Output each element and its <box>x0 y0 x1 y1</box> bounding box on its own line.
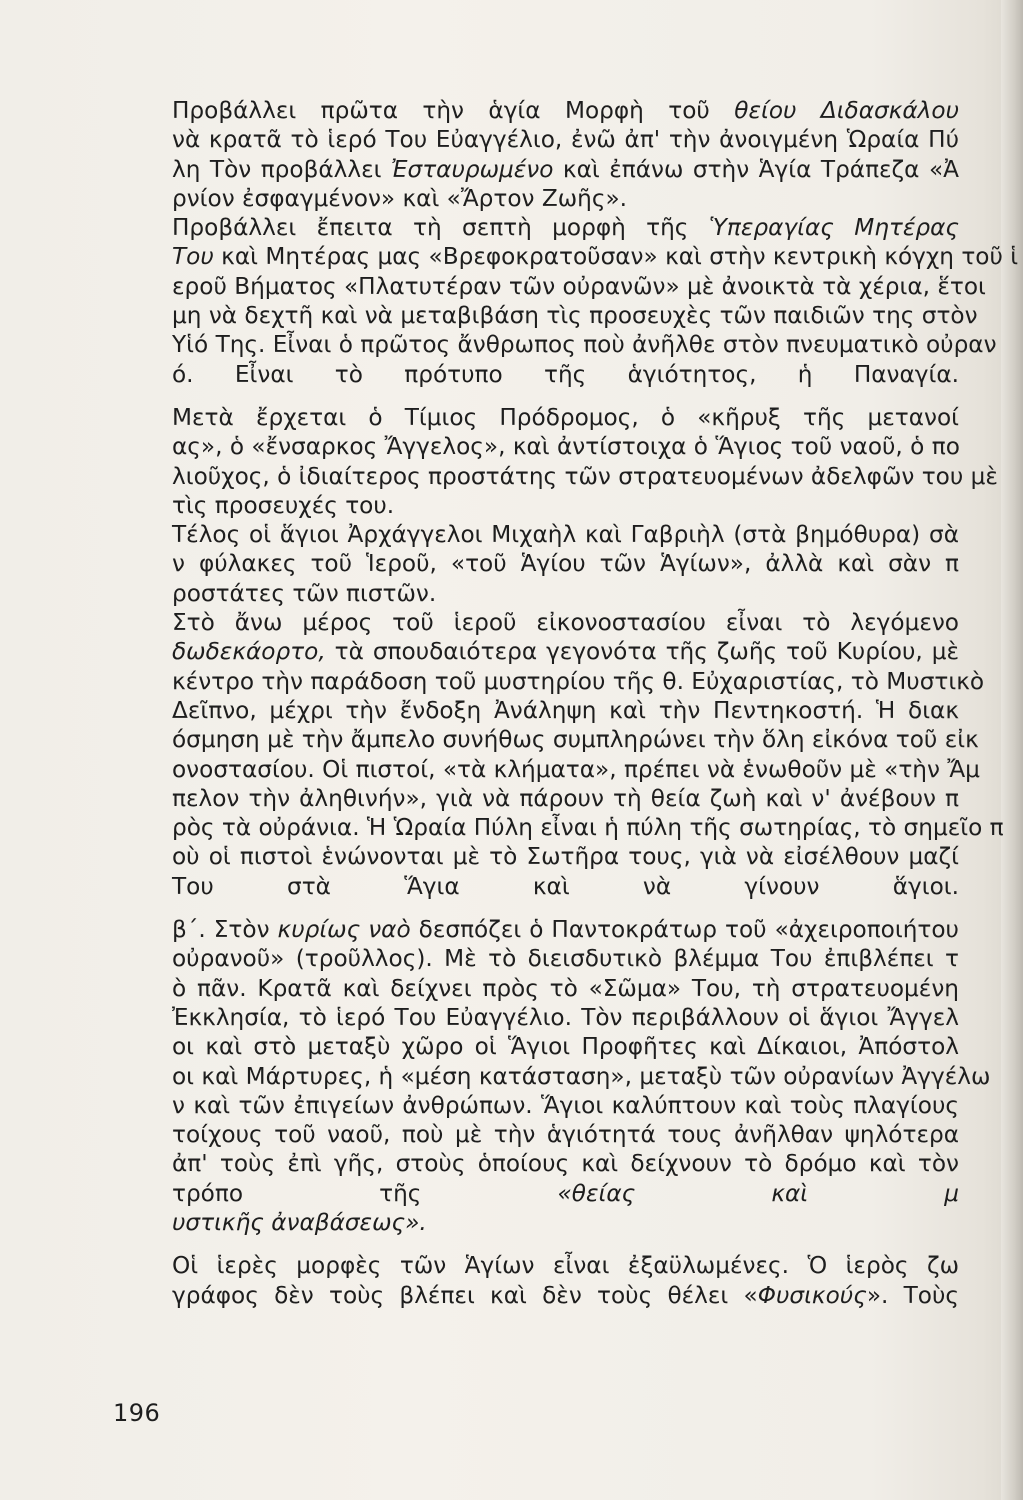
line-text: τοίχους τοῦ ναοῦ, ποὺ μὲ τὴν ἁγιότητά τους ἀνῆλθαν ψηλότερα <box>172 1121 959 1149</box>
line-text: ». Τοὺς <box>866 1281 959 1309</box>
text-line <box>116 944 959 973</box>
text-line <box>116 725 979 754</box>
paragraph-7 <box>116 1251 959 1310</box>
text-line <box>116 360 959 389</box>
line-text: γράφος δὲν τοὺς βλέπει καὶ δὲν τοὺς θέλει « <box>172 1281 758 1309</box>
text-line <box>116 1032 959 1061</box>
italic-term: υστικῆς ἀναβάσεως». <box>172 1208 427 1236</box>
line-text: νὰ κρατᾶ τὸ ἱερό Του Εὐαγγέλιο, ἐνῶ ἀπ' τὴν ἀνοιγμένη Ὡραία Πύ <box>172 126 959 154</box>
line-text: λη Τὸν προβάλλει <box>172 155 392 183</box>
text-line <box>116 520 959 549</box>
paragraph-3 <box>116 403 998 520</box>
text-line <box>116 755 980 784</box>
text-line <box>116 1251 959 1280</box>
text-line <box>116 813 1004 842</box>
text-line <box>116 1091 959 1120</box>
page-edge-shadow <box>1001 0 1023 1500</box>
line-text: Οἱ ἱερὲς μορφὲς τῶν Ἁγίων εἶναι ἐξαϋλωμένες. Ὁ ἱερὸς ζω <box>172 1252 959 1280</box>
body-text <box>116 96 1019 1310</box>
text-line <box>116 1062 991 1091</box>
text-line: Στὸ ἄνω μέρος τοῦ ἱεροῦ εἰκονοστασίου εἶναι τὸ λεγόμενο <box>172 609 959 637</box>
line-text: δεσπόζει ὁ Παντοκράτωρ τοῦ «ἀχειροποιήτου <box>410 916 959 944</box>
text-line <box>116 974 959 1003</box>
line-text: καὶ ἐπάνω στὴν Ἁγία Τράπεζα «Ἀ <box>553 155 960 183</box>
line-text: όσμηση μὲ τὴν ἄμπελο συνήθως συμπληρώνει τὴν ὅλη εἰκόνα τοῦ εἰκ <box>172 726 979 754</box>
text-line <box>116 1003 959 1032</box>
line-text: ρὸς τὰ οὐράνια. Ἡ Ὡραία Πύλη εἶναι ἡ πύλη τῆς σωτηρίας, τὸ σημεῖο π <box>172 814 1004 842</box>
text-line <box>116 491 959 520</box>
line-text: ονοστασίου. Οἱ πιστοί, «τὰ κλήματα», πρέπει νὰ ἑνωθοῦν μὲ «τὴν Ἄμ <box>172 755 980 783</box>
text-line <box>116 784 959 813</box>
paragraph-4 <box>116 520 959 608</box>
line-text: ό. Εἶναι τὸ πρότυπο τῆς ἁγιότητος, ἡ Παναγία. <box>172 360 959 388</box>
italic-term: «θείας καὶ μ <box>557 1179 959 1207</box>
line-text: καὶ Μητέρας μας «Βρεφοκρατοῦσαν» καὶ στὴν κεντρικὴ κόγχη τοῦ ἱ <box>213 243 1019 271</box>
line-text: ἀπ' τοὺς ἐπὶ γῆς, στοὺς ὁποίους καὶ δείχνουν τὸ δρόμο καὶ τὸν <box>172 1150 959 1178</box>
text-line <box>116 579 959 608</box>
line-text: Υἱό Της. Εἶναι ὁ πρῶτος ἄνθρωπος ποὺ ἀνῆλθε στὸν πνευματικὸ οὐραν <box>172 331 997 359</box>
text-line <box>116 1149 959 1178</box>
text-line <box>116 667 985 696</box>
text-line <box>116 272 986 301</box>
text-line <box>116 432 959 461</box>
line-text: οι καὶ Μάρτυρες, ἡ «μέση κατάσταση», μεταξὺ τῶν οὐρανίων Ἀγγέλω <box>172 1062 991 1090</box>
line-text: Του στὰ Ἅγια καὶ νὰ γίνουν ἅγιοι. <box>172 872 959 900</box>
italic-term: Του <box>172 243 214 271</box>
line-text: Ἐκκλησία, τὸ ἱερό Του Εὐαγγέλιο. Τὸν περιβάλλουν οἱ ἅγιοι Ἄγγελ <box>172 1003 959 1031</box>
italic-term: Ὑπεραγίας Μητέρας <box>708 214 959 242</box>
text-line <box>116 155 959 184</box>
text-line <box>116 125 959 154</box>
line-text: τὰ σπουδαιότερα γεγονότα τῆς ζωῆς τοῦ Κυρίου, μὲ <box>325 638 959 666</box>
text-line <box>116 403 959 432</box>
line-text: οὺ οἱ πιστοὶ ἑνώνονται μὲ τὸ Σωτῆρα τους, γιὰ νὰ εἰσέλθουν μαζί <box>172 843 959 871</box>
line-text: ν φύλακες τοῦ Ἱεροῦ, «τοῦ Ἁγίου τῶν Ἁγίων», ἀλλὰ καὶ σὰν π <box>172 550 959 578</box>
text-line <box>116 696 959 725</box>
line-text: εροῦ Βήματος «Πλατυτέραν τῶν οὐρανῶν» μὲ ἀνοικτὰ τὰ χέρια, ἕτοι <box>172 272 986 300</box>
italic-term: Ἐσταυρωμένο <box>391 155 554 183</box>
text-line <box>116 549 959 578</box>
paragraph-5 <box>116 608 1004 901</box>
paragraph-2 <box>116 213 1019 389</box>
line-text: Τέλος οἱ ἅγιοι Ἀρχάγγελοι Μιχαὴλ καὶ Γαβριὴλ (στὰ βημόθυρα) σὰ <box>172 521 959 549</box>
text-line <box>116 1281 959 1310</box>
line-text: οι καὶ στὸ μεταξὺ χῶρο οἱ Ἅγιοι Προφῆτες καὶ Δίκαιοι, Ἀπόστολ <box>172 1033 959 1061</box>
page-number: 196 <box>113 1399 161 1427</box>
italic-term: κυρίως ναὸ <box>277 916 411 944</box>
line-text: ν καὶ τῶν ἐπιγείων ἀνθρώπων. Ἅγιοι καλύπτουν καὶ τοὺς πλαγίους <box>172 1091 959 1119</box>
line-text: Δεῖπνο, μέχρι τὴν ἔνδοξη Ἀνάληψη καὶ τὴν Πεντηκοστή. Ἡ διακ <box>172 696 959 724</box>
line-text: πελον τὴν ἀληθινήν», γιὰ νὰ πάρουν τὴ θεία ζωὴ καὶ ν' ἀνέβουν π <box>172 784 959 812</box>
text-line <box>116 842 959 871</box>
line-text: τὶς προσευχές του. <box>172 491 395 519</box>
line-text: ας», ὁ «ἔνσαρκος Ἄγγελος», καὶ ἀντίστοιχα ὁ Ἅγιος τοῦ ναοῦ, ὁ πο <box>172 433 960 461</box>
line-text: μη νὰ δεχτῆ καὶ νὰ μεταβιβάση τὶς προσευχὲς τῶν παιδιῶν της στὸν <box>172 302 978 330</box>
line-text: οὐρανοῦ» (τροῦλλος). Μὲ τὸ διεισδυτικὸ βλέμμα Του ἐπιβλέπει τ <box>172 945 959 973</box>
text-line <box>116 301 978 330</box>
text-line <box>116 242 1019 271</box>
line-text: κέντρο τὴν παράδοση τοῦ μυστηρίου τῆς θ. Εὐχαριστίας, τὸ Μυστικὸ <box>172 667 985 695</box>
italic-term: δωδεκάορτο, <box>172 638 326 666</box>
italic-term: Φυσικούς <box>757 1281 867 1309</box>
text-line <box>116 1120 959 1149</box>
text-line: β΄. Στὸν κυρίως ναὸ δεσπόζει ὁ Παντοκράτωρ τοῦ «ἀχειροποιήτου <box>172 916 959 944</box>
italic-term: θείου Διδασκάλου <box>734 97 959 124</box>
line-text: ὸ πᾶν. Κρατᾶ καὶ δείχνει πρὸς τὸ «Σῶμα» Του, τὴ στρατευομένη <box>172 974 959 1002</box>
paragraph-6 <box>116 915 991 1237</box>
line-text: Μετὰ ἔρχεται ὁ Τίμιος Πρόδρομος, ὁ «κῆρυξ τῆς μετανοί <box>172 403 959 431</box>
line-text: λιοῦχος, ὁ ἰδιαίτερος προστάτης τῶν στρατευομένων ἀδελφῶν του μὲ <box>172 462 998 490</box>
text-line <box>116 1208 959 1237</box>
text-line <box>116 637 959 666</box>
text-line: Προβάλλει ἔπειτα τὴ σεπτὴ μορφὴ τῆς Ὑπεραγίας Μητέρας <box>172 214 959 242</box>
line-text: ρνίον ἐσφαγμένον» καὶ «Ἄρτον Ζωῆς». <box>172 184 628 212</box>
paragraph-1 <box>116 96 959 213</box>
text-line <box>116 184 959 213</box>
line-text: ροστάτες τῶν πιστῶν. <box>172 579 437 607</box>
text-line <box>116 872 959 901</box>
text-line <box>116 1179 959 1208</box>
text-line <box>116 462 998 491</box>
text-line <box>116 330 997 359</box>
line-text: τρόπο τῆς <box>172 1179 558 1207</box>
text-line: Προβάλλει πρῶτα τὴν ἁγία Μορφὴ τοῦ θείου Διδασκάλου <box>172 97 959 124</box>
